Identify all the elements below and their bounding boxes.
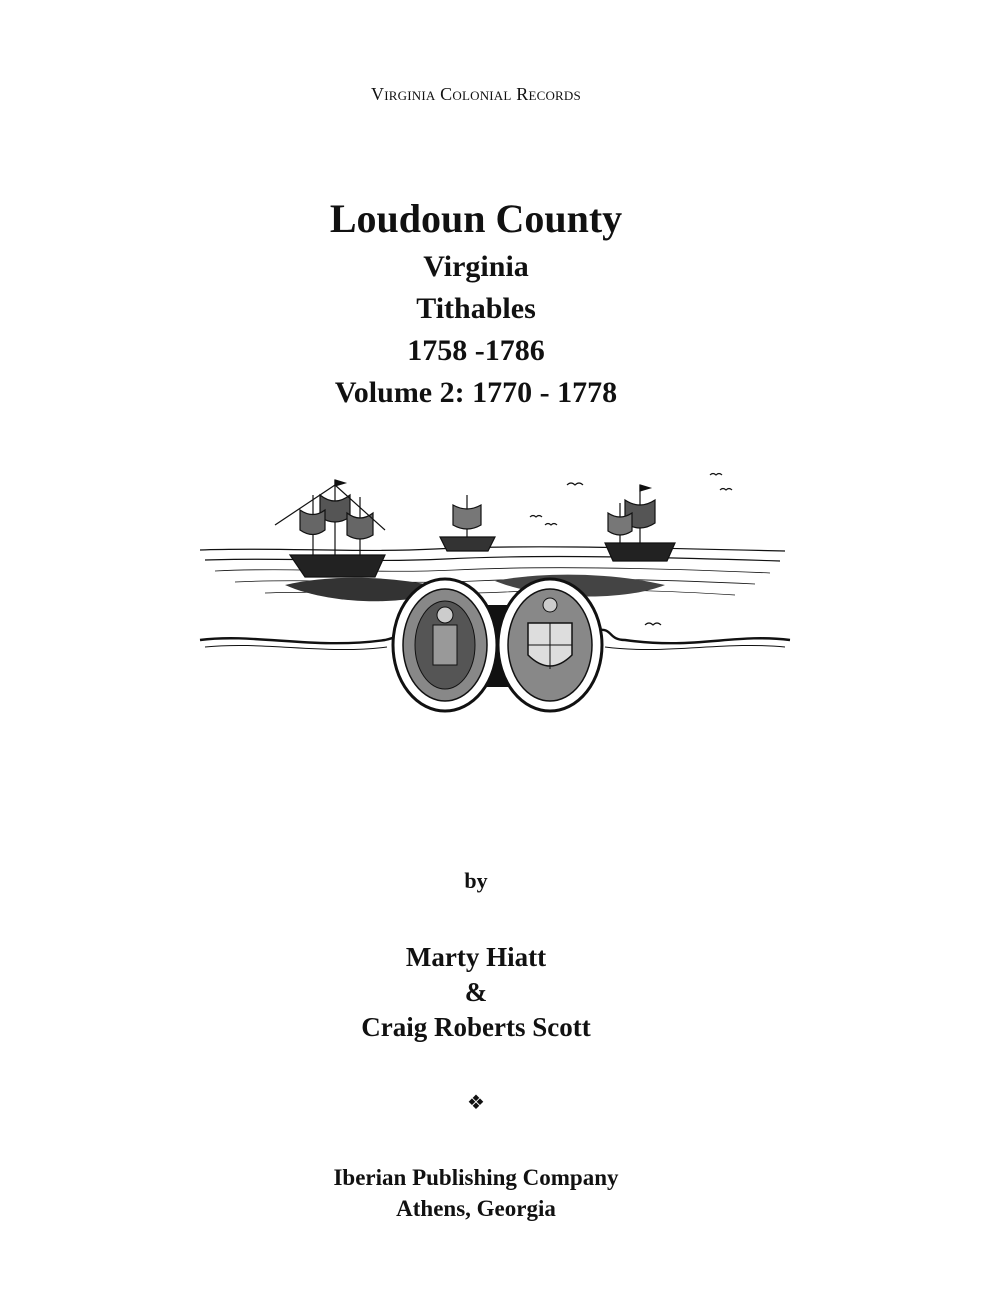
author-first: Marty Hiatt bbox=[405, 942, 547, 972]
ships-and-seals-vignette bbox=[195, 455, 795, 720]
seal-left-icon bbox=[393, 579, 497, 711]
title-years: 1758 -1786 bbox=[407, 334, 545, 367]
author-conjunction: & bbox=[464, 977, 488, 1007]
diamond-ornament-icon: ❖ bbox=[467, 1092, 485, 1114]
title-volume: Volume 2: 1770 - 1778 bbox=[334, 376, 618, 409]
book-title: Loudoun County bbox=[329, 196, 623, 241]
title-subject: Tithables bbox=[416, 292, 536, 325]
title-block bbox=[0, 192, 976, 414]
title-state: Virginia bbox=[423, 250, 529, 283]
author-second: Craig Roberts Scott bbox=[361, 1012, 591, 1042]
sailing-ships-icon bbox=[200, 474, 785, 626]
publisher bbox=[0, 1162, 976, 1224]
seal-right-icon bbox=[498, 579, 602, 711]
byline: by bbox=[464, 868, 488, 893]
publisher-name: Iberian Publishing Company bbox=[333, 1165, 619, 1190]
series-title: Virginia Colonial Records bbox=[371, 84, 581, 104]
publisher-location: Athens, Georgia bbox=[396, 1196, 556, 1221]
authors bbox=[0, 940, 976, 1045]
